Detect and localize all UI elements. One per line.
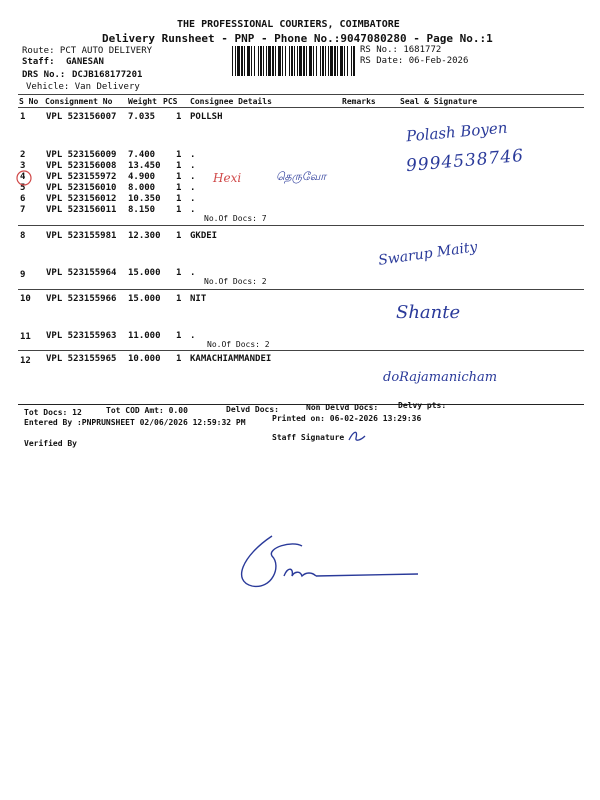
verified-by: Verified By [24, 439, 77, 448]
row6-consignee: . [190, 194, 196, 204]
row4-pcs: 1 [176, 172, 182, 182]
signature-row10: Shante [396, 302, 461, 323]
row3-sno: 3 [20, 161, 26, 171]
row2-weight: 7.400 [128, 150, 156, 160]
row8-consignment: VPL 523155981 [46, 231, 117, 241]
barcode-bar [334, 46, 336, 76]
barcode-bar [291, 46, 293, 76]
delivered-docs: Delvd Docs: [226, 405, 279, 414]
row8-pcs: 1 [176, 231, 182, 241]
row10-consignee: NIT [190, 294, 207, 304]
row3-consignment: VPL 523156008 [46, 161, 117, 171]
header-bottom-rule [18, 107, 584, 108]
circled-mark-icon [14, 168, 34, 188]
header-top-rule [18, 94, 584, 95]
barcode-bar [282, 46, 283, 76]
barcode-bar [309, 46, 312, 76]
barcode-bar [258, 46, 259, 76]
barcode-bar [235, 46, 236, 76]
col-weight: Weight [128, 97, 157, 106]
row4-consignee: . [190, 172, 196, 182]
barcode-bar [322, 46, 324, 76]
staff-signature-label: Staff Signature [272, 433, 345, 442]
group3-rule [18, 350, 584, 351]
row3-consignee: . [190, 161, 196, 171]
barcode-bar [232, 46, 233, 76]
barcode-bar [278, 46, 281, 76]
drs-label: DRS No.: [22, 70, 66, 80]
remark-red-handwriting: Hexi [213, 171, 242, 185]
row6-pcs: 1 [176, 194, 182, 204]
staff-signature-scribble [346, 426, 368, 446]
remark-blue-handwriting: தெருவோ [276, 170, 327, 183]
barcode-bar [316, 46, 317, 76]
row7-sno: 7 [20, 205, 26, 215]
delivery-points: Delvy pts: [398, 401, 447, 410]
row11-sno: 11 [20, 332, 31, 342]
barcode-bar [299, 46, 302, 76]
row5-pcs: 1 [176, 183, 182, 193]
docs-count-group1: No.Of Docs: 7 [204, 214, 267, 223]
row12-consignment: VPL 523155965 [46, 354, 117, 364]
barcode-bar [313, 46, 314, 76]
col-consignment: Consignment No [45, 97, 113, 106]
entered-by: Entered By :PNPRUNSHEET 02/06/2026 12:59:32 PM [24, 418, 246, 427]
rs-date: RS Date: 06-Feb-2026 [360, 56, 469, 66]
row5-consignment: VPL 523156010 [46, 183, 117, 193]
barcode-bar [320, 46, 321, 76]
row9-pcs: 1 [176, 268, 182, 278]
barcode-bar [272, 46, 274, 76]
barcode-bar [260, 46, 262, 76]
row6-weight: 10.350 [128, 194, 161, 204]
barcode-bar [251, 46, 252, 76]
row11-weight: 11.000 [128, 331, 161, 341]
row12-weight: 10.000 [128, 354, 161, 364]
row8-weight: 12.300 [128, 231, 161, 241]
barcode-bar [347, 46, 348, 76]
barcode-bar [351, 46, 352, 76]
rs-number: RS No.: 1681772 [360, 45, 442, 55]
row11-consignee: . [190, 331, 196, 341]
row12-consignee: KAMACHIAMMANDEI [190, 354, 272, 364]
row7-consignment: VPL 523156011 [46, 205, 117, 215]
row4-weight: 4.900 [128, 172, 156, 182]
row1-weight: 7.035 [128, 112, 156, 122]
col-seal: Seal & Signature [400, 97, 478, 106]
col-consignee: Consignee Details [190, 97, 272, 106]
row5-sno: 5 [20, 183, 26, 193]
row12-sno: 12 [20, 356, 31, 366]
total-cod: Tot COD Amt: 0.00 [106, 406, 188, 415]
non-delivered-docs: Non Delvd Docs: [306, 403, 379, 412]
row1-pcs: 1 [176, 112, 182, 122]
staff-label: Staff: [22, 57, 55, 67]
barcode-bar [237, 46, 240, 76]
runsheet-title: Delivery Runsheet - PNP - Phone No.:9047080280 - Page No.:1 [102, 32, 493, 45]
col-remarks: Remarks [342, 97, 376, 106]
row9-weight: 15.000 [128, 268, 161, 278]
barcode-bar [337, 46, 338, 76]
row9-consignee: . [190, 268, 196, 278]
barcode-bar [297, 46, 298, 76]
row5-consignee: . [190, 183, 196, 193]
row5-weight: 8.000 [128, 183, 156, 193]
row3-weight: 13.450 [128, 161, 161, 171]
barcode-bar [353, 46, 355, 76]
barcode-bar [303, 46, 305, 76]
row1-consignment: VPL 523156007 [46, 112, 117, 122]
row6-consignment: VPL 523156012 [46, 194, 117, 204]
row9-sno: 9 [20, 270, 26, 280]
verifier-signature-scribble [222, 526, 422, 596]
row1-consignee: POLLSH [190, 112, 223, 122]
barcode-bar [254, 46, 255, 76]
barcode-bar [294, 46, 295, 76]
company-name: THE PROFESSIONAL COURIERS, COIMBATORE [177, 19, 400, 30]
row4-consignment: VPL 523155972 [46, 172, 117, 182]
signature-row12: doRajamanicham [383, 370, 498, 385]
printed-on: Printed on: 06-02-2026 13:29:36 [272, 414, 422, 423]
row2-consignee: . [190, 150, 196, 160]
row10-pcs: 1 [176, 294, 182, 304]
barcode-bar [268, 46, 271, 76]
col-pcs: PCS [163, 97, 178, 106]
row2-pcs: 1 [176, 150, 182, 160]
barcode-bar [344, 46, 345, 76]
col-sno: S No [19, 97, 39, 106]
group1-rule [18, 225, 584, 226]
row7-consignee: . [190, 205, 196, 215]
barcode-bar [266, 46, 267, 76]
barcode-bar [340, 46, 343, 76]
row7-weight: 8.150 [128, 205, 156, 215]
row2-consignment: VPL 523156009 [46, 150, 117, 160]
route-text: Route: PCT AUTO DELIVERY [22, 46, 153, 56]
barcode-bar [285, 46, 286, 76]
barcode-bar [247, 46, 250, 76]
row8-sno: 8 [20, 231, 26, 241]
docs-count-group2: No.Of Docs: 2 [204, 277, 267, 286]
row2-sno: 2 [20, 150, 26, 160]
signature-row1-name: Polash Boyen [405, 118, 509, 146]
row1-sno: 1 [20, 112, 26, 122]
row12-pcs: 1 [176, 354, 182, 364]
vehicle-text: Vehicle: Van Delivery [26, 82, 140, 92]
row10-weight: 15.000 [128, 294, 161, 304]
row3-pcs: 1 [176, 161, 182, 171]
row10-sno: 10 [20, 294, 31, 304]
signature-row1-phone: 9994538746 [405, 145, 525, 177]
barcode-bar [263, 46, 264, 76]
row8-consignee: GKDEI [190, 231, 218, 241]
barcode-bar [244, 46, 245, 76]
barcode-bar [275, 46, 276, 76]
barcode-bar [328, 46, 329, 76]
group2-rule [18, 289, 584, 290]
barcode-image [232, 46, 356, 76]
row10-consignment: VPL 523155966 [46, 294, 117, 304]
total-docs: Tot Docs: 12 [24, 408, 82, 417]
docs-count-group3: No.Of Docs: 2 [207, 340, 270, 349]
row11-pcs: 1 [176, 331, 182, 341]
signature-row8: Swarup Maity [377, 239, 479, 269]
drs-number: DCJB168177201 [72, 70, 143, 80]
row6-sno: 6 [20, 194, 26, 204]
row7-pcs: 1 [176, 205, 182, 215]
staff-name: GANESAN [66, 57, 104, 67]
barcode-bar [325, 46, 326, 76]
row11-consignment: VPL 523155963 [46, 331, 117, 341]
barcode-bar [289, 46, 290, 76]
row4-sno: 4 [20, 172, 26, 182]
barcode-bar [330, 46, 333, 76]
table-bottom-rule [18, 404, 584, 405]
barcode-bar [306, 46, 307, 76]
row9-consignment: VPL 523155964 [46, 268, 117, 278]
barcode-bar [241, 46, 243, 76]
